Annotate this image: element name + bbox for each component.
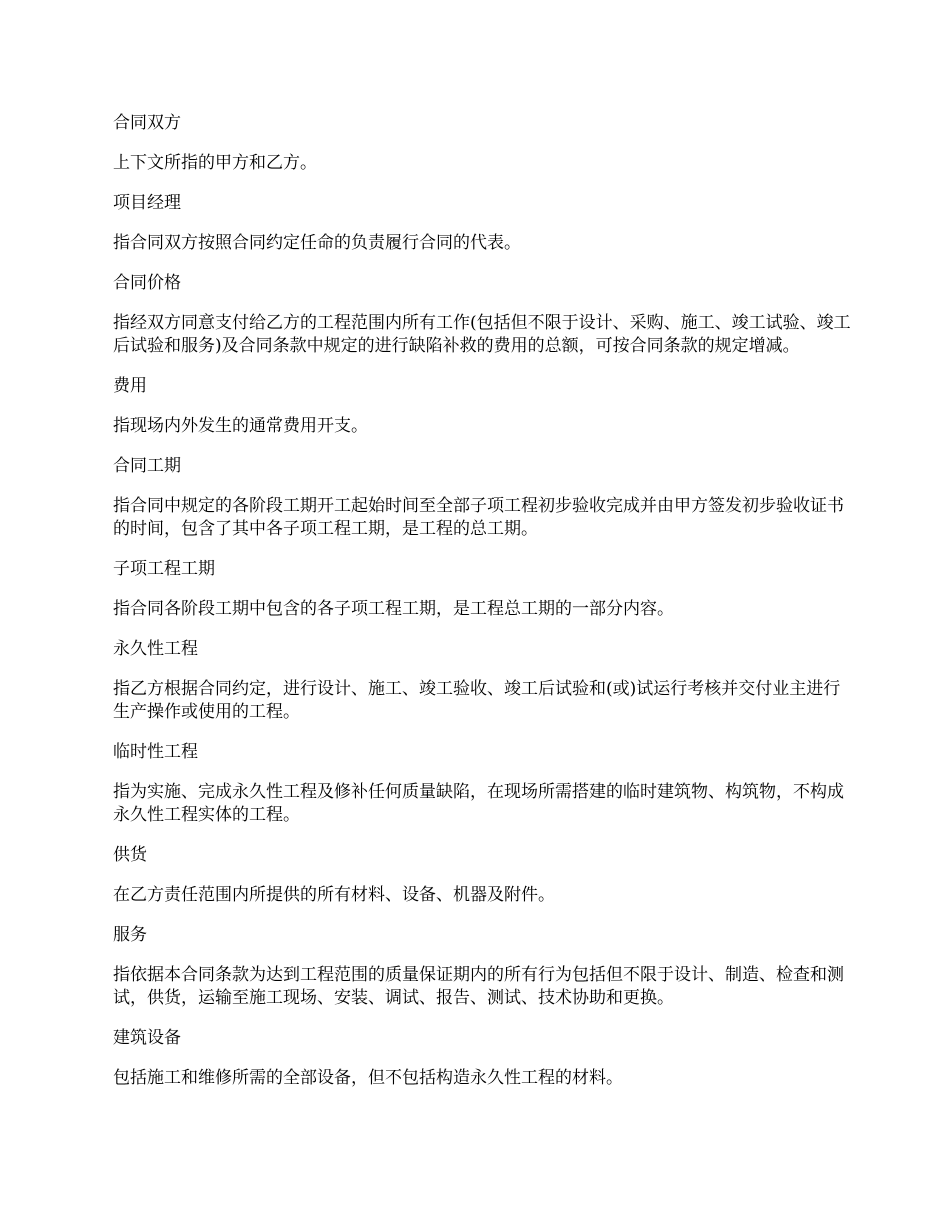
term-definition: 指现场内外发生的通常费用开支。 [113, 416, 368, 436]
term-heading: 建筑设备 [113, 1028, 181, 1048]
term-heading: 费用 [113, 376, 147, 396]
document-body [113, 112, 853, 1107]
term-heading: 子项工程工期 [113, 559, 215, 579]
term-definition: 指合同中规定的各阶段工期开工起始时间至全部子项工程初步验收完成并由甲方签发初步验收证书的时间，包含了其中各子项工程工期，是工程的总工期。 [113, 496, 844, 539]
term-definition: 指乙方根据合同约定，进行设计、施工、竣工验收、竣工后试验和(或)试运行考核并交付业主进行生产操作或使用的工程。 [113, 679, 841, 722]
term-definition: 上下文所指的甲方和乙方。 [113, 153, 317, 173]
term-definition: 指为实施、完成永久性工程及修补任何质量缺陷，在现场所需搭建的临时建筑物、构筑物，不构成永久性工程实体的工程。 [113, 782, 844, 825]
term-definition: 指经双方同意支付给乙方的工程范围内所有工作(包括但不限于设计、采购、施工、竣工试验、竣工后试验和服务)及合同条款中规定的进行缺陷补救的费用的总额，可按合同条款的规定增减。 [113, 313, 851, 356]
term-heading: 服务 [113, 925, 147, 945]
term-heading: 临时性工程 [113, 742, 198, 762]
term-heading: 项目经理 [113, 193, 181, 213]
term-heading: 永久性工程 [113, 639, 198, 659]
term-heading: 合同工期 [113, 456, 181, 476]
term-definition: 指依据本合同条款为达到工程范围的质量保证期内的所有行为包括但不限于设计、制造、检查和测试，供货，运输至施工现场、安装、调试、报告、测试、技术协助和更换。 [113, 965, 844, 1008]
term-definition: 指合同双方按照合同约定任命的负责履行合同的代表。 [113, 233, 521, 253]
term-heading: 合同双方 [113, 113, 181, 133]
term-definition: 包括施工和维修所需的全部设备，但不包括构造永久性工程的材料。 [113, 1068, 623, 1088]
term-heading: 合同价格 [113, 273, 181, 293]
term-definition: 指合同各阶段工期中包含的各子项工程工期，是工程总工期的一部分内容。 [113, 599, 674, 619]
term-heading: 供货 [113, 845, 147, 865]
term-definition: 在乙方责任范围内所提供的所有材料、设备、机器及附件。 [113, 885, 555, 905]
